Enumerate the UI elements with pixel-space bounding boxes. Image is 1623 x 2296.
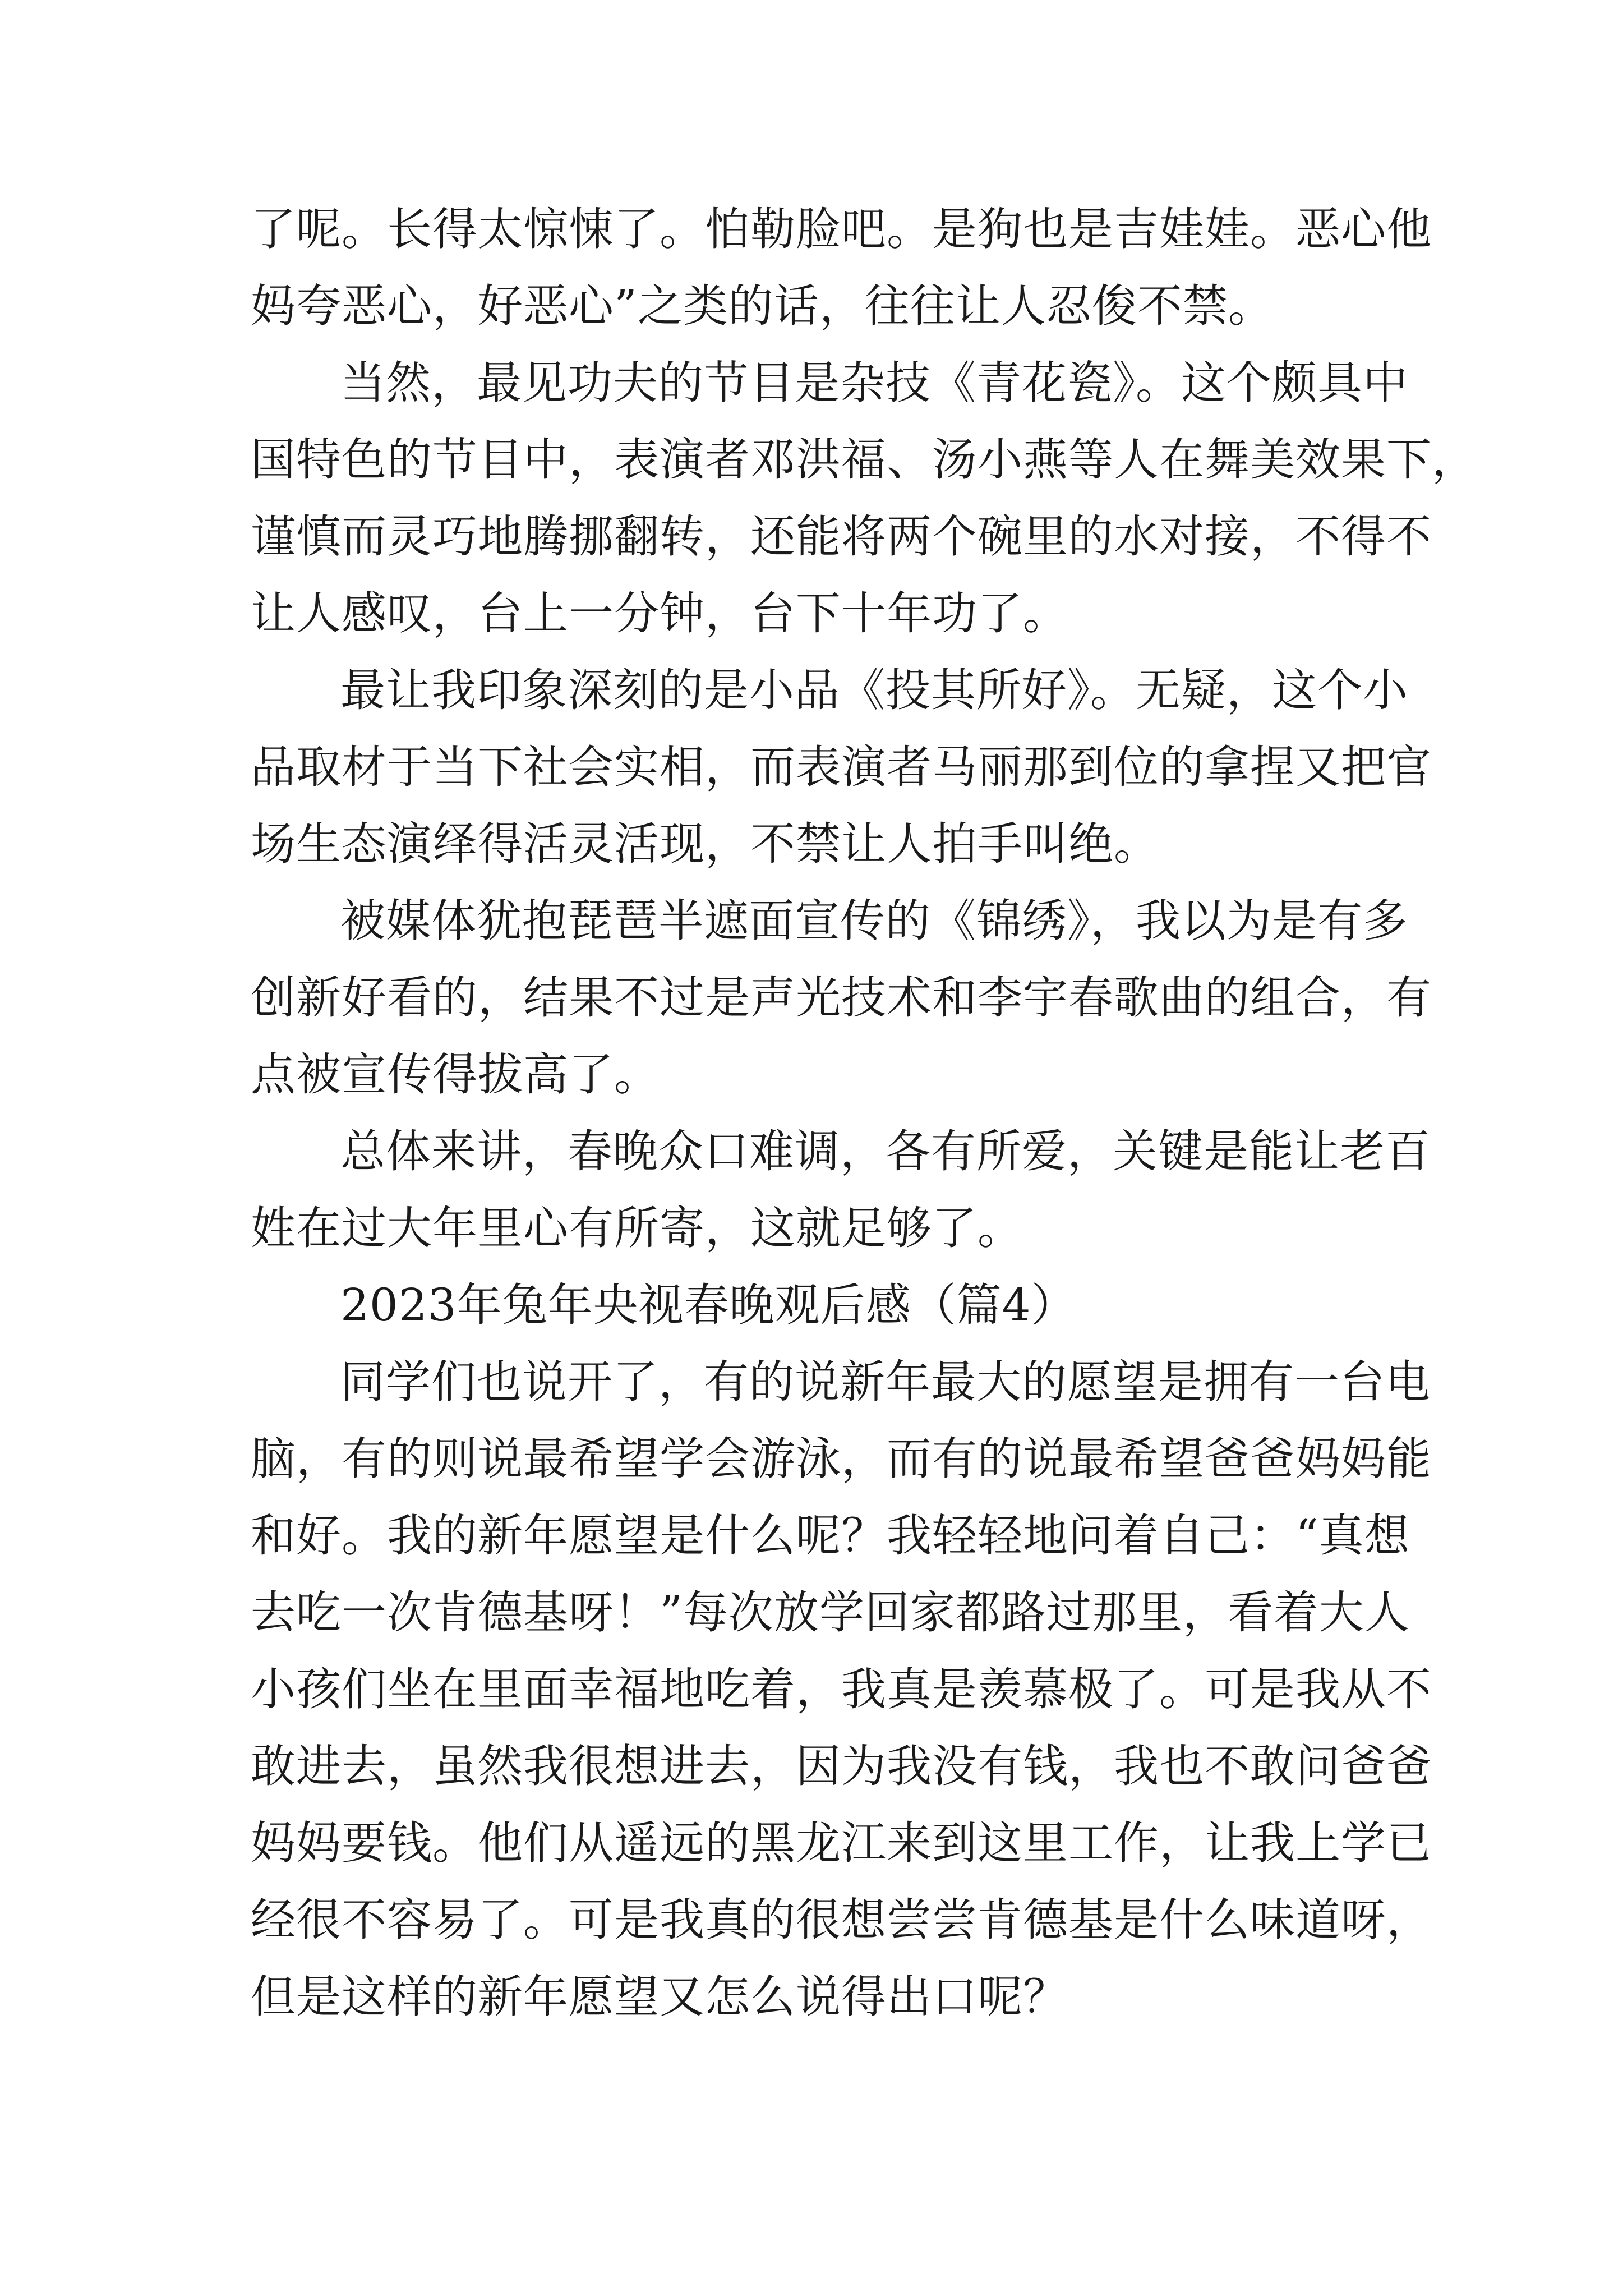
article-body: [251, 191, 1477, 2035]
text-line: 但是这样的新年愿望又怎么说得出口呢？: [251, 1971, 1068, 2023]
text-line: 谨慎而灵巧地腾挪翻转，还能将两个碗里的水对接，不得不: [251, 510, 1432, 563]
text-line: 了呢。长得太惊悚了。怕勒脸吧。是狗也是吉娃娃。恶心他: [251, 203, 1432, 255]
text-line: 妈妈要钱。他们从遥远的黑龙江来到这里工作，让我上学已: [251, 1817, 1432, 1869]
text-line: 总体来讲，春晚众口难调，各有所爱，关键是能让老百: [340, 1125, 1431, 1177]
text-line: 妈夸恶心，好恶心”之类的话，往往让人忍俊不禁。: [251, 280, 1274, 332]
text-line: 国特色的节目中，表演者邓洪福、汤小燕等人在舞美效果下，: [251, 434, 1477, 486]
text-line: 创新好看的，结果不过是声光技术和李宇春歌曲的组合，有: [251, 972, 1432, 1024]
text-line: 品取材于当下社会实相，而表演者马丽那到位的拿捏又把官: [251, 741, 1432, 793]
text-line: 点被宣传得拔高了。: [251, 1048, 660, 1101]
text-line: 小孩们坐在里面幸福地吃着，我真是羡慕极了。可是我从不: [251, 1663, 1432, 1715]
text-line: 姓在过大年里心有所寄，这就足够了。: [251, 1202, 1023, 1254]
text-line: 同学们也说开了，有的说新年最大的愿望是拥有一台电: [340, 1356, 1431, 1408]
text-line: 被媒体犹抱琵琶半遮面宣传的《锦绣》，我以为是有多: [340, 895, 1408, 947]
text-line: 场生态演绎得活灵活现，不禁让人拍手叫绝。: [251, 818, 1159, 870]
text-line: 当然，最见功夫的节目是杂技《青花瓷》。这个颇具中: [340, 357, 1408, 409]
text-line: 和好。我的新年愿望是什么呢？我轻轻地问着自己：“真想: [251, 1510, 1410, 1562]
text-line: 脑，有的则说最希望学会游泳，而有的说最希望爸爸妈妈能: [251, 1433, 1432, 1485]
text-line: 去吃一次肯德基呀！”每次放学回家都路过那里，看着大人: [251, 1586, 1410, 1639]
text-line: 最让我印象深刻的是小品《投其所好》。无疑，这个小: [340, 664, 1408, 716]
text-line: 经很不容易了。可是我真的很想尝尝肯德基是什么味道呀，: [251, 1894, 1432, 1946]
text-line: 让人感叹，台上一分钟，台下十年功了。: [251, 587, 1068, 639]
text-line: 敢进去，虽然我很想进去，因为我没有钱，我也不敢问爸爸: [251, 1740, 1432, 1792]
section-heading: 2023年兔年央视春晚观后感（篇4）: [340, 1279, 1077, 1331]
